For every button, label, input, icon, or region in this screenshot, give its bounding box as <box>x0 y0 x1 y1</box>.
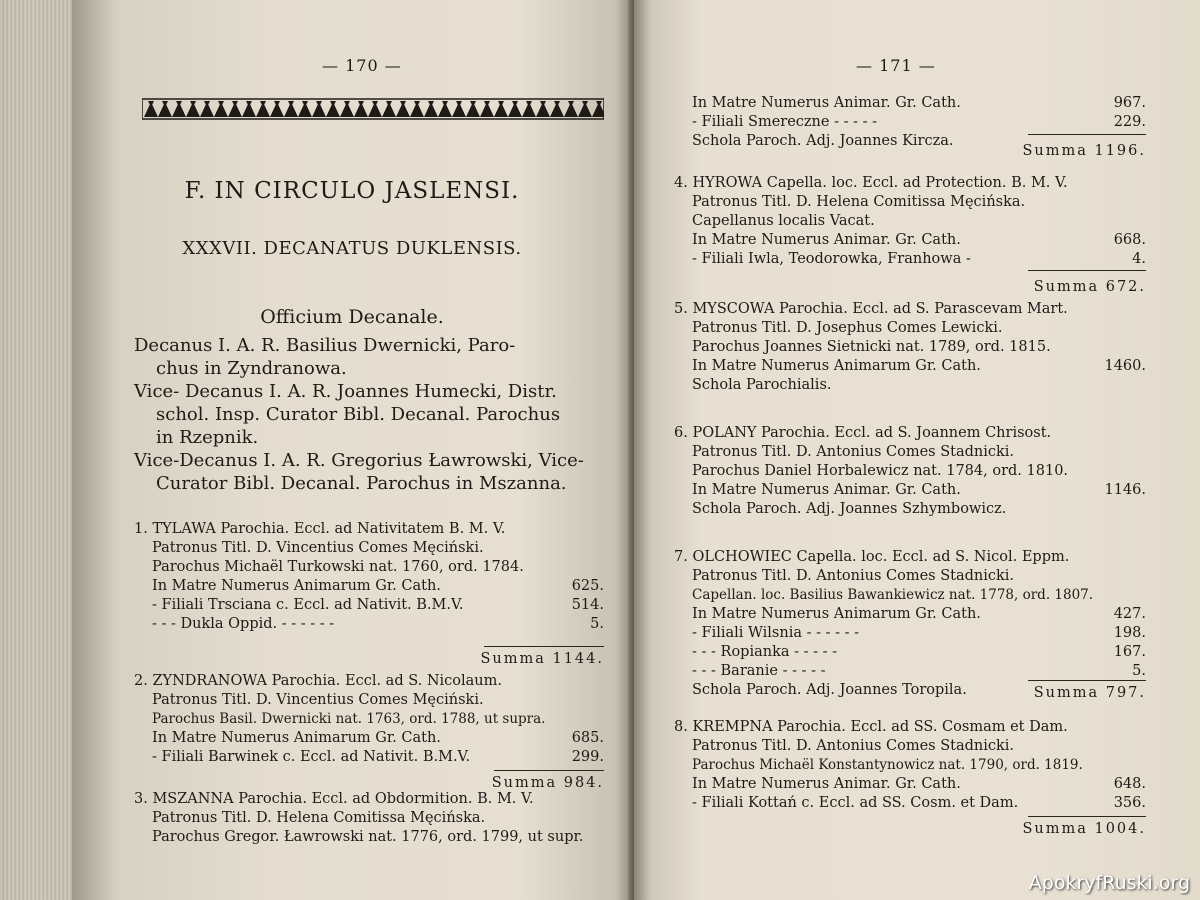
officium-line: in Rzepnik. <box>156 427 259 448</box>
line-value: 1460. <box>1104 358 1146 374</box>
line-text: 5. MYSCOWA Parochia. Eccl. ad S. Parascevam Mart. <box>674 301 1068 317</box>
parish-entry <box>674 718 1146 837</box>
entry-line <box>674 212 1146 231</box>
line-text: - - - Dukla Oppid. - - - - - - <box>152 616 335 632</box>
line-text: Parochus Daniel Horbalewicz nat. 1784, ord. 1810. <box>692 463 1069 479</box>
entry-line <box>674 794 1146 813</box>
summa: Summa 984. <box>491 775 604 791</box>
circulus-title: F. IN CIRCULO JASLENSI. <box>184 178 520 204</box>
entry-line <box>134 809 604 828</box>
parish-entry <box>134 672 604 791</box>
officium-block <box>134 334 604 495</box>
entry-line <box>134 520 604 539</box>
sum-rule <box>494 770 604 771</box>
line-text: Parochus Michaël Konstantynowicz nat. 1790, ord. 1819. <box>692 757 1083 773</box>
entry-line <box>674 643 1146 662</box>
entry-line <box>674 548 1146 567</box>
parish-entry <box>134 520 604 667</box>
line-text: Parochus Gregor. Ławrowski nat. 1776, ord. 1799, ut supr. <box>152 829 584 845</box>
sum-rule <box>1028 816 1146 817</box>
left-page <box>72 0 632 900</box>
line-text: Patronus Titl. D. Helena Comitissa Męcińska. <box>152 810 486 826</box>
parish-entry <box>674 548 1146 700</box>
page-edges <box>0 0 75 900</box>
parish-entry <box>134 790 604 847</box>
entry-line <box>134 615 604 634</box>
sum-rule <box>1028 134 1146 135</box>
line-text: Patronus Titl. D. Josephus Comes Lewicki. <box>692 320 1003 336</box>
line-text: Patronus Titl. D. Antonius Comes Stadnicki. <box>692 738 1015 754</box>
page-number-left: — 170 — <box>322 56 402 75</box>
line-value: 5. <box>1132 663 1146 679</box>
entry-line <box>134 558 604 577</box>
officium-line: schol. Insp. Curator Bibl. Decanal. Parochus <box>156 404 561 425</box>
line-text: - - - Baranie - - - - - <box>692 663 826 679</box>
line-text: Patronus Titl. D. Helena Comitissa Męcińska. <box>692 194 1026 210</box>
watermark: ApokryfRuski.org <box>1028 872 1190 894</box>
line-value: 648. <box>1113 776 1146 792</box>
line-text: In Matre Numerus Animar. Gr. Cath. <box>692 232 961 248</box>
line-value: 685. <box>571 730 604 746</box>
entry-line <box>692 94 1146 113</box>
entry-line <box>674 300 1146 319</box>
line-text: Schola Parochialis. <box>692 377 832 393</box>
officium-line: Curator Bibl. Decanal. Parochus in Mszanna. <box>156 473 567 494</box>
line-text: In Matre Numerus Animar. Gr. Cath. <box>692 482 961 498</box>
officium-line: Vice-Decanus I. A. R. Gregorius Ławrowski, Vice- <box>134 450 584 471</box>
sum-rule <box>1028 270 1146 271</box>
line-text: - Filiali Smereczne - - - - - <box>692 114 878 130</box>
page-number-right: — 171 — <box>856 56 936 75</box>
line-text: 8. KREMPNA Parochia. Eccl. ad SS. Cosmam et Dam. <box>674 719 1068 735</box>
line-text: In Matre Numerus Animar. Gr. Cath. <box>692 776 961 792</box>
entry-line <box>674 462 1146 481</box>
parish-entry <box>674 174 1146 295</box>
line-text: 1. TYLAWA Parochia. Eccl. ad Nativitatem B. M. V. <box>134 521 506 537</box>
parish-entry <box>692 94 1146 159</box>
line-text: 2. ZYNDRANOWA Parochia. Eccl. ad S. Nicolaum. <box>134 673 503 689</box>
line-text: Schola Paroch. Adj. Joannes Kircza. <box>692 133 954 149</box>
line-text: Patronus Titl. D. Antonius Comes Stadnicki. <box>692 444 1015 460</box>
line-text: In Matre Numerus Animarum Gr. Cath. <box>692 606 981 622</box>
line-value: 967. <box>1113 95 1146 111</box>
sum-rule <box>1028 680 1146 681</box>
line-text: Schola Paroch. Adj. Joannes Szhymbowicz. <box>692 501 1007 517</box>
line-text: - Filiali Trsciana c. Eccl. ad Nativit. B.M.V. <box>152 597 464 613</box>
line-text: Parochus Michaël Turkowski nat. 1760, ord. 1784. <box>152 559 524 575</box>
parish-entry <box>674 424 1146 519</box>
entry-line <box>134 596 604 615</box>
line-text: In Matre Numerus Animar. Gr. Cath. <box>692 95 961 111</box>
line-value: 668. <box>1113 232 1146 248</box>
line-text: - Filiali Iwla, Teodorowka, Franhowa - <box>692 251 971 267</box>
entry-line <box>674 319 1146 338</box>
entry-line <box>134 539 604 558</box>
parish-entry <box>674 300 1146 395</box>
line-value: 1146. <box>1104 482 1146 498</box>
entry-line <box>674 737 1146 756</box>
line-value: 167. <box>1113 644 1146 660</box>
line-value: 299. <box>571 749 604 765</box>
entry-line <box>134 710 604 729</box>
line-text: Capellan. loc. Basilius Bawankiewicz nat. 1778, ord. 1807. <box>692 587 1094 603</box>
line-value: 514. <box>571 597 604 613</box>
line-value: 427. <box>1113 606 1146 622</box>
summa: Summa 1196. <box>1022 143 1146 159</box>
line-text: 4. HYROWA Capella. loc. Eccl. ad Protection. B. M. V. <box>674 175 1068 191</box>
entry-line <box>674 567 1146 586</box>
summa: Summa 1144. <box>480 651 604 667</box>
line-value: 5. <box>590 616 604 632</box>
line-text: - Filiali Kottań c. Eccl. ad SS. Cosm. et Dam. <box>692 795 1019 811</box>
line-text: - Filiali Barwinek c. Eccl. ad Nativit. B.M.V. <box>152 749 471 765</box>
right-page <box>634 0 1200 900</box>
line-value: 356. <box>1113 795 1146 811</box>
entry-line <box>674 481 1146 500</box>
ornament-band <box>142 96 604 122</box>
entry-line <box>674 624 1146 643</box>
entry-line <box>134 577 604 596</box>
line-text: In Matre Numerus Animarum Gr. Cath. <box>152 730 441 746</box>
entry-line <box>674 605 1146 624</box>
officium-line: chus in Zyndranowa. <box>156 358 347 379</box>
line-text: Patronus Titl. D. Vincentius Comes Męciński. <box>152 692 484 708</box>
line-text: Schola Paroch. Adj. Joannes Toropila. <box>692 682 967 698</box>
line-text: In Matre Numerus Animarum Gr. Cath. <box>152 578 441 594</box>
sum-rule <box>484 646 604 647</box>
entry-line <box>674 662 1146 681</box>
summa: Summa 797. <box>1033 685 1146 701</box>
entry-line <box>674 174 1146 193</box>
officium-line: Vice- Decanus I. A. R. Joannes Humecki, Distr. <box>134 381 557 402</box>
line-value: 4. <box>1132 251 1146 267</box>
entry-line <box>674 231 1146 250</box>
line-text: - Filiali Wilsnia - - - - - - <box>692 625 860 641</box>
entry-line <box>134 748 604 767</box>
summa: Summa 672. <box>1033 279 1146 295</box>
entry-line <box>674 250 1146 269</box>
line-text: Parochus Basil. Dwernicki nat. 1763, ord. 1788, ut supra. <box>152 711 546 727</box>
line-text: 3. MSZANNA Parochia. Eccl. ad Obdormition. B. M. V. <box>134 791 534 807</box>
entry-line <box>674 718 1146 737</box>
line-text: - - - Ropianka - - - - - <box>692 644 838 660</box>
decanatus-title: XXXVII. DECANATUS DUKLENSIS. <box>182 238 522 259</box>
entry-line <box>674 586 1146 605</box>
entry-line <box>674 193 1146 212</box>
line-text: Parochus Joannes Sietnicki nat. 1789, ord. 1815. <box>692 339 1051 355</box>
line-value: 229. <box>1113 114 1146 130</box>
entry-line <box>674 424 1146 443</box>
line-text: In Matre Numerus Animarum Gr. Cath. <box>692 358 981 374</box>
line-value: 198. <box>1113 625 1146 641</box>
entry-line <box>674 775 1146 794</box>
entry-line <box>134 828 604 847</box>
entry-line <box>134 691 604 710</box>
entry-line <box>674 357 1146 376</box>
entry-line <box>134 672 604 691</box>
entry-line <box>674 756 1146 775</box>
entry-line <box>674 376 1146 395</box>
line-text: 7. OLCHOWIEC Capella. loc. Eccl. ad S. Nicol. Eppm. <box>674 549 1070 565</box>
line-text: Patronus Titl. D. Antonius Comes Stadnicki. <box>692 568 1015 584</box>
entry-line <box>674 338 1146 357</box>
line-text: Capellanus localis Vacat. <box>692 213 875 229</box>
entry-line <box>692 113 1146 132</box>
entry-line <box>674 443 1146 462</box>
entry-line <box>134 729 604 748</box>
officium-line: Decanus I. A. R. Basilius Dwernicki, Paro- <box>134 335 516 356</box>
line-text: Patronus Titl. D. Vincentius Comes Męciński. <box>152 540 484 556</box>
line-text: 6. POLANY Parochia. Eccl. ad S. Joannem Chrisost. <box>674 425 1052 441</box>
entry-line <box>134 790 604 809</box>
summa: Summa 1004. <box>1022 821 1146 837</box>
officium-heading: Officium Decanale. <box>260 306 444 328</box>
entry-line <box>674 500 1146 519</box>
line-value: 625. <box>571 578 604 594</box>
